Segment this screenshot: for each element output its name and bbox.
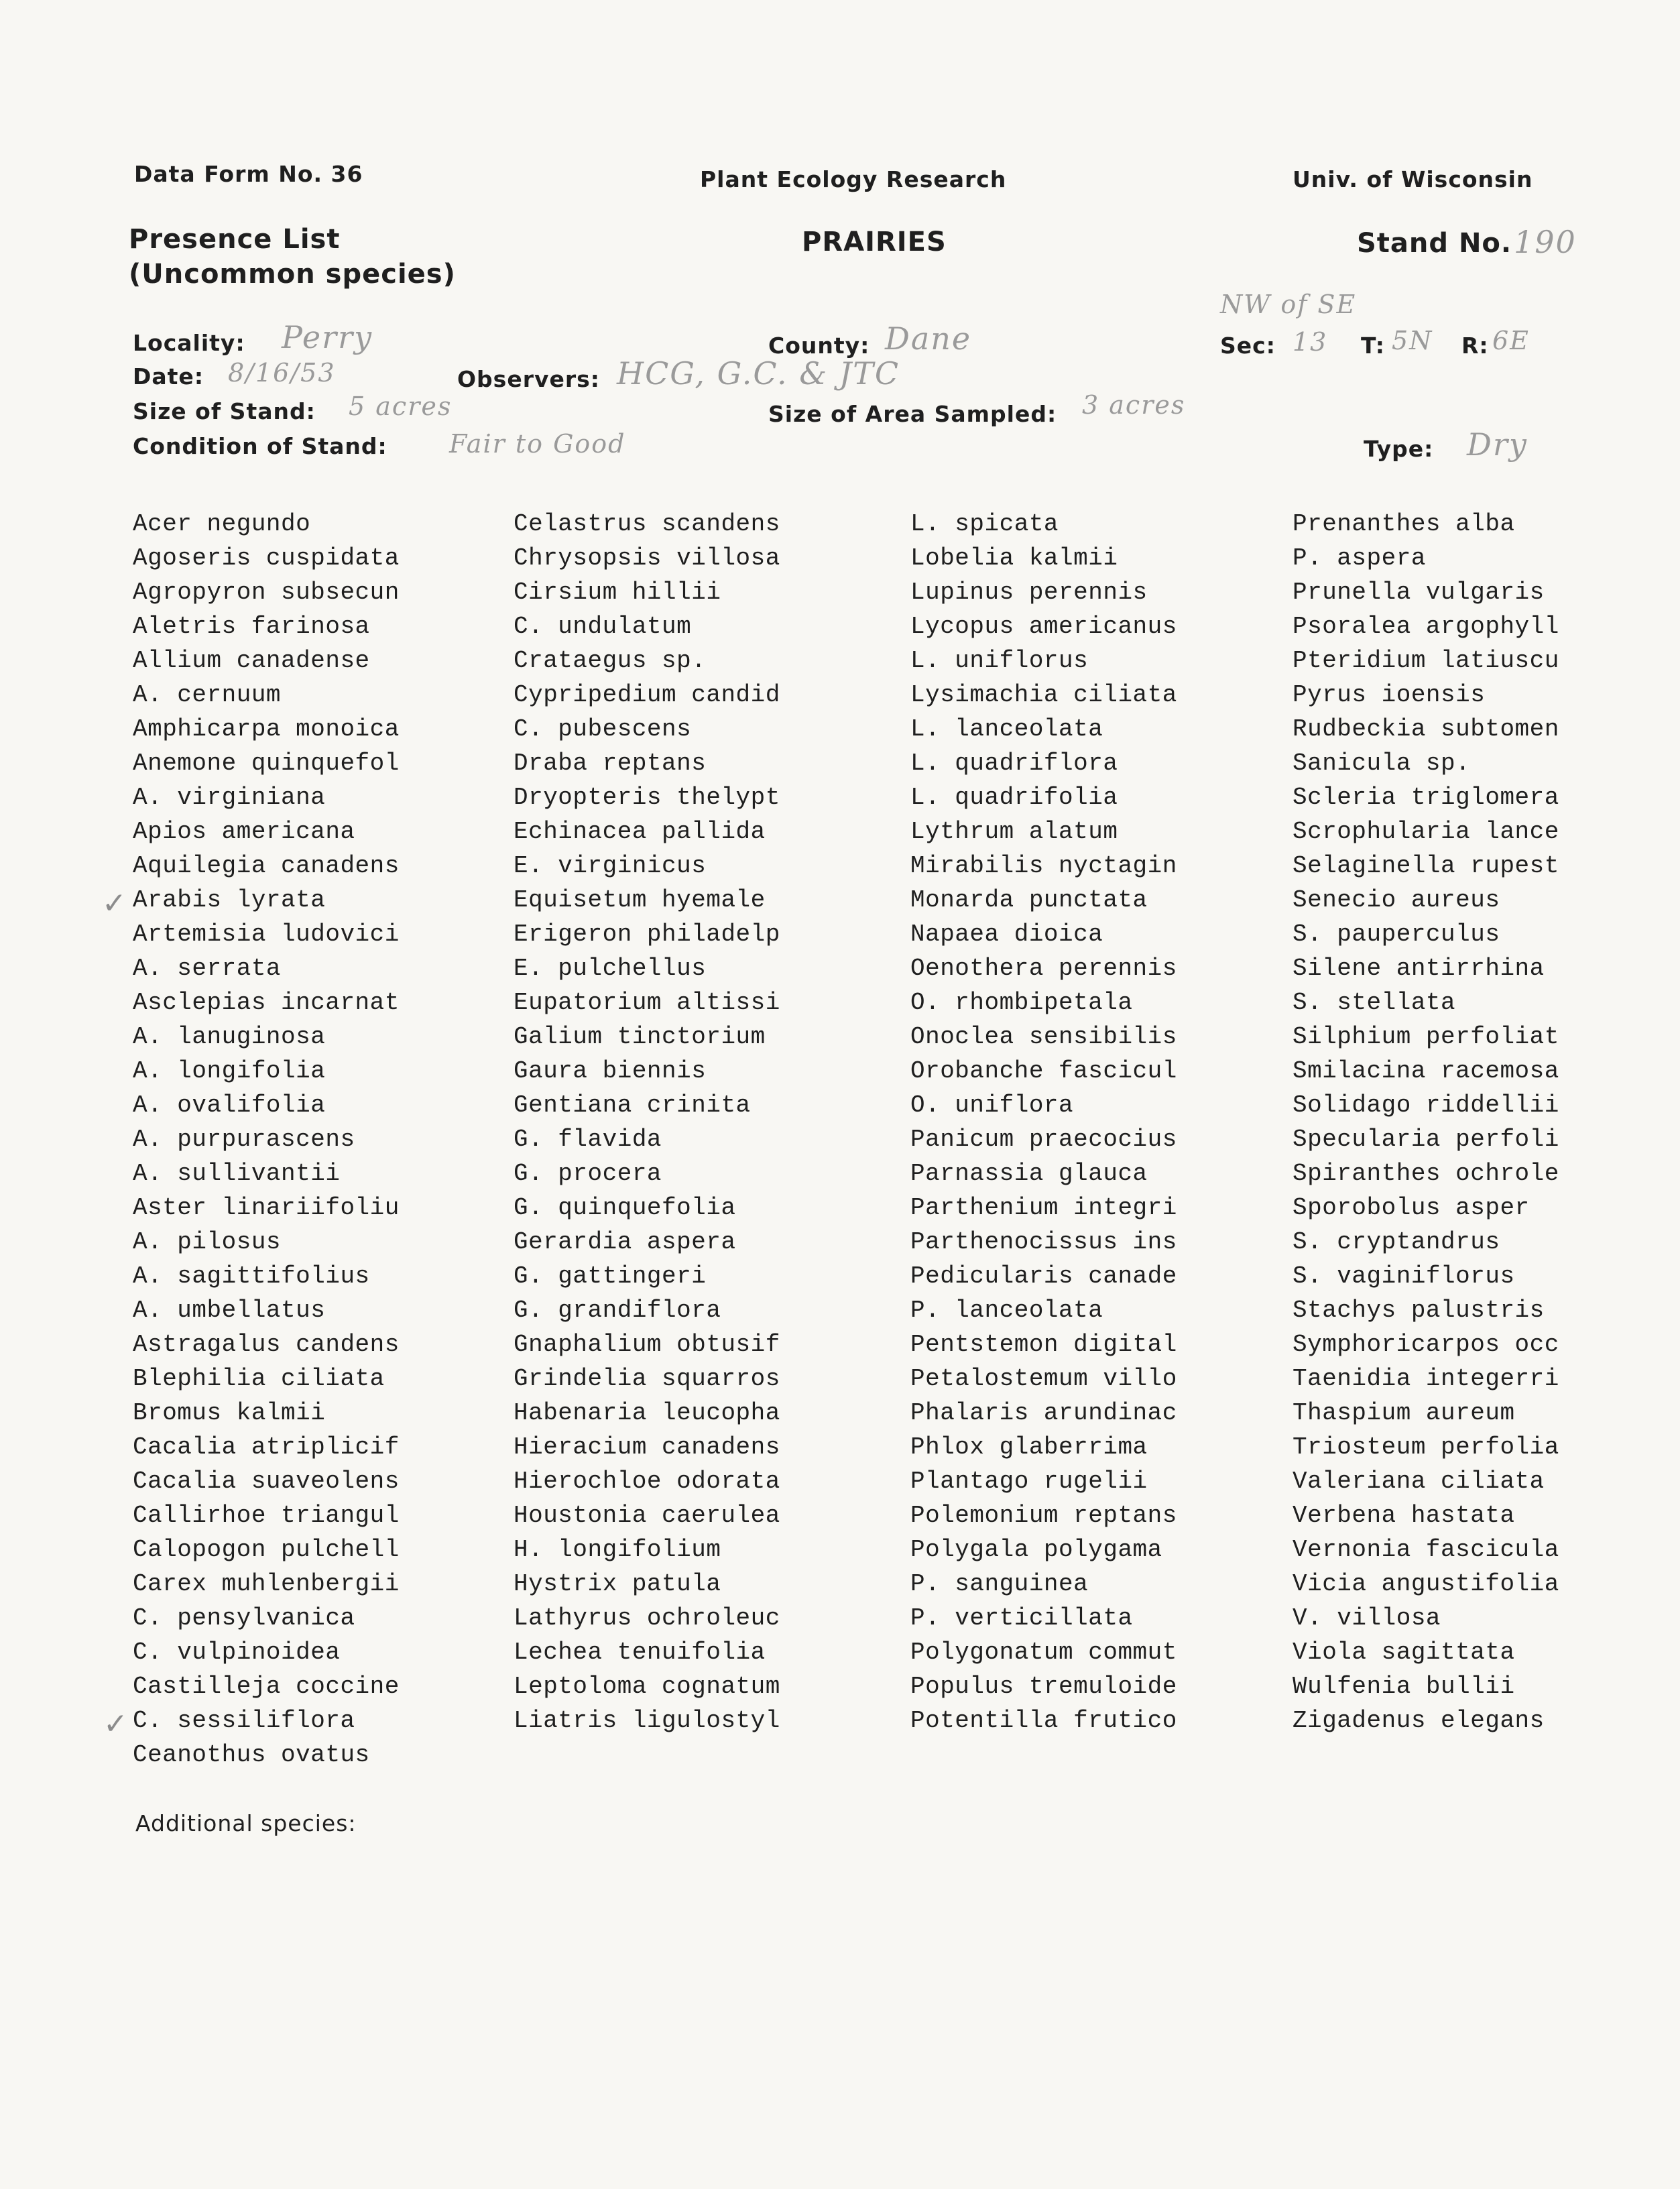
species-item: Oenothera perennis	[910, 955, 1177, 982]
species-item: Astragalus candens	[133, 1331, 400, 1358]
species-item: G. flavida	[514, 1126, 662, 1153]
species-item: A. cernuum	[133, 681, 282, 709]
size-stand-value: 5 acres	[349, 392, 453, 421]
species-item: Crataegus sp.	[514, 647, 707, 674]
size-stand-label: Size of Stand:	[133, 398, 316, 424]
species-item: Asclepias incarnat	[133, 989, 400, 1016]
species-item: Lycopus americanus	[910, 613, 1177, 640]
species-item: P. sanguinea	[910, 1570, 1089, 1598]
species-item: Triosteum perfolia	[1293, 1433, 1559, 1461]
species-item: Galium tinctorium	[514, 1023, 766, 1051]
species-item: Silphium perfoliat	[1293, 1023, 1559, 1051]
species-item: C. pensylvanica	[133, 1604, 355, 1632]
species-item: Acer negundo	[133, 510, 311, 538]
species-item: Panicum praecocius	[910, 1126, 1177, 1153]
species-item: Lobelia kalmii	[910, 544, 1118, 572]
species-item: Silene antirrhina	[1293, 955, 1545, 982]
species-item: Agropyron subsecun	[133, 579, 400, 606]
species-item: Arabis lyrata	[133, 886, 326, 914]
species-item: Populus tremuloide	[910, 1673, 1177, 1700]
species-item: S. pauperculus	[1293, 921, 1500, 948]
species-item: Solidago riddellii	[1293, 1091, 1559, 1119]
species-item: Pteridium latiuscu	[1293, 647, 1559, 674]
species-item: Celastrus scandens	[514, 510, 780, 538]
sec-note: NW of SE	[1220, 290, 1357, 319]
species-item: Carex muhlenbergii	[133, 1570, 400, 1598]
species-item: G. gattingeri	[514, 1262, 707, 1290]
species-item: L. uniflorus	[910, 647, 1089, 674]
species-column-1	[133, 507, 400, 1772]
county-label: County:	[768, 333, 870, 359]
species-item: Potentilla frutico	[910, 1707, 1177, 1734]
species-item: Lechea tenuifolia	[514, 1639, 766, 1666]
species-item: Petalostemum villo	[910, 1365, 1177, 1393]
species-item: L. lanceolata	[910, 715, 1103, 743]
species-item: Rudbeckia subtomen	[1293, 715, 1559, 743]
observers-value: HCG, G.C. & JTC	[617, 355, 900, 392]
species-item: E. pulchellus	[514, 955, 707, 982]
species-item: Taenidia integerri	[1293, 1365, 1559, 1393]
species-item: S. vaginiflorus	[1293, 1262, 1515, 1290]
condition-label: Condition of Stand:	[133, 433, 387, 459]
species-item: L. quadriflora	[910, 750, 1118, 777]
species-item: Callirhoe triangul	[133, 1502, 400, 1529]
species-item: Lupinus perennis	[910, 579, 1148, 606]
sec-label: Sec:	[1220, 333, 1276, 359]
species-item: Napaea dioica	[910, 921, 1103, 948]
species-item: A. sullivantii	[133, 1160, 341, 1187]
species-item: Lathyrus ochroleuc	[514, 1604, 780, 1632]
r-label: R:	[1461, 333, 1489, 359]
observers-label: Observers:	[457, 366, 600, 392]
size-area-label: Size of Area Sampled:	[768, 401, 1057, 427]
species-column-2	[514, 507, 780, 1738]
species-item: G. grandiflora	[514, 1297, 721, 1324]
locality-value: Perry	[282, 319, 373, 355]
species-item: Equisetum hyemale	[514, 886, 766, 914]
species-item: Polemonium reptans	[910, 1502, 1177, 1529]
species-item: Phlox glaberrima	[910, 1433, 1148, 1461]
species-item: A. umbellatus	[133, 1297, 326, 1324]
type-label: Type:	[1364, 436, 1434, 462]
species-item: Pyrus ioensis	[1293, 681, 1486, 709]
species-item: Allium canadense	[133, 647, 370, 674]
species-item: L. spicata	[910, 510, 1059, 538]
species-item: Grindelia squarros	[514, 1365, 780, 1393]
species-item: Blephilia ciliata	[133, 1365, 385, 1393]
species-item: Specularia perfoli	[1293, 1126, 1559, 1153]
additional-species-label: Additional species:	[135, 1810, 357, 1836]
species-item: S. cryptandrus	[1293, 1228, 1500, 1256]
species-item: C. vulpinoidea	[133, 1639, 341, 1666]
species-item: Vicia angustifolia	[1293, 1570, 1559, 1598]
species-item: Mirabilis nyctagin	[910, 852, 1177, 880]
species-item: Sporobolus asper	[1293, 1194, 1530, 1222]
species-item: Erigeron philadelp	[514, 921, 780, 948]
species-item: Aquilegia canadens	[133, 852, 400, 880]
locality-label: Locality:	[133, 330, 245, 356]
species-item: Hierochloe odorata	[514, 1468, 780, 1495]
species-item: Eupatorium altissi	[514, 989, 780, 1016]
species-item: Calopogon pulchell	[133, 1536, 400, 1563]
species-item: E. virginicus	[514, 852, 707, 880]
species-item: Gentiana crinita	[514, 1091, 751, 1119]
species-item: P. lanceolata	[910, 1297, 1103, 1324]
date-value: 8/16/53	[228, 358, 336, 388]
species-item: Stachys palustris	[1293, 1297, 1545, 1324]
organization: Plant Ecology Research	[700, 166, 1007, 192]
species-item: Parnassia glauca	[910, 1160, 1148, 1187]
species-item: L. quadrifolia	[910, 784, 1118, 811]
species-item: Chrysopsis villosa	[514, 544, 780, 572]
species-item: A. pilosus	[133, 1228, 282, 1256]
species-item: V. villosa	[1293, 1604, 1441, 1632]
species-item: A. ovalifolia	[133, 1091, 326, 1119]
species-item: G. procera	[514, 1160, 662, 1187]
species-item: Polygala polygama	[910, 1536, 1162, 1563]
category-title: PRAIRIES	[802, 227, 947, 257]
species-item: Echinacea pallida	[514, 818, 766, 845]
species-item: O. uniflora	[910, 1091, 1074, 1119]
species-item: Hieracium canadens	[514, 1433, 780, 1461]
species-item: Gerardia aspera	[514, 1228, 736, 1256]
species-item: A. lanuginosa	[133, 1023, 326, 1051]
species-item: P. verticillata	[910, 1604, 1133, 1632]
species-item: Symphoricarpos occ	[1293, 1331, 1559, 1358]
species-item: G. quinquefolia	[514, 1194, 736, 1222]
species-item: Amphicarpa monoica	[133, 715, 400, 743]
species-item: Gaura biennis	[514, 1057, 707, 1085]
species-item: Thaspium aureum	[1293, 1399, 1515, 1427]
species-item: Monarda punctata	[910, 886, 1148, 914]
condition-value: Fair to Good	[449, 429, 626, 459]
species-column-3	[910, 507, 1177, 1738]
species-column-4	[1293, 507, 1559, 1738]
species-item: Selaginella rupest	[1293, 852, 1559, 880]
species-item: Smilacina racemosa	[1293, 1057, 1559, 1085]
species-item: Habenaria leucopha	[514, 1399, 780, 1427]
form-title-line1: Presence List	[129, 224, 341, 255]
species-item: C. undulatum	[514, 613, 692, 640]
species-item: Houstonia caerulea	[514, 1502, 780, 1529]
species-item: Sanicula sp.	[1293, 750, 1471, 777]
species-item: Castilleja coccine	[133, 1673, 400, 1700]
species-item: Cacalia suaveolens	[133, 1468, 400, 1495]
species-item: S. stellata	[1293, 989, 1456, 1016]
species-item: Bromus kalmii	[133, 1399, 326, 1427]
species-item: Prenanthes alba	[1293, 510, 1515, 538]
species-item: Polygonatum commut	[910, 1639, 1177, 1666]
species-item: Parthenocissus ins	[910, 1228, 1177, 1256]
species-item: Artemisia ludovici	[133, 921, 400, 948]
species-item: Liatris ligulostyl	[514, 1707, 780, 1734]
species-item: Aletris farinosa	[133, 613, 370, 640]
form-title-line2: (Uncommon species)	[129, 259, 456, 290]
species-item: Pedicularis canade	[910, 1262, 1177, 1290]
species-item: Onoclea sensibilis	[910, 1023, 1177, 1051]
r-value: 6E	[1492, 326, 1530, 355]
species-item: A. purpurascens	[133, 1126, 355, 1153]
t-value: 5N	[1392, 326, 1433, 355]
species-item: Ceanothus ovatus	[133, 1741, 370, 1769]
species-item: Agoseris cuspidata	[133, 544, 400, 572]
species-item: Orobanche fascicul	[910, 1057, 1177, 1085]
species-item: Hystrix patula	[514, 1570, 721, 1598]
checkmark-icon: ✓	[102, 886, 127, 921]
species-item: Cacalia atriplicif	[133, 1433, 400, 1461]
date-label: Date:	[133, 363, 204, 390]
species-item: Gnaphalium obtusif	[514, 1331, 780, 1358]
institution: Univ. of Wisconsin	[1293, 166, 1533, 192]
species-item: Scrophularia lance	[1293, 818, 1559, 845]
species-item: A. longifolia	[133, 1057, 326, 1085]
species-item: C. pubescens	[514, 715, 692, 743]
t-label: T:	[1361, 333, 1385, 359]
species-item: Dryopteris thelypt	[514, 784, 780, 811]
species-item: Apios americana	[133, 818, 355, 845]
species-item: C. sessiliflora	[133, 1707, 355, 1734]
species-item: Pentstemon digital	[910, 1331, 1177, 1358]
species-item: Viola sagittata	[1293, 1639, 1515, 1666]
species-item: Zigadenus elegans	[1293, 1707, 1545, 1734]
species-item: Phalaris arundinac	[910, 1399, 1177, 1427]
species-item: Psoralea argophyll	[1293, 613, 1559, 640]
species-item: Senecio aureus	[1293, 886, 1500, 914]
species-item: Verbena hastata	[1293, 1502, 1515, 1529]
species-item: Draba reptans	[514, 750, 707, 777]
species-item: Wulfenia bullii	[1293, 1673, 1515, 1700]
species-item: Prunella vulgaris	[1293, 579, 1545, 606]
species-item: P. aspera	[1293, 544, 1426, 572]
species-item: A. sagittifolius	[133, 1262, 370, 1290]
species-item: Cirsium hillii	[514, 579, 721, 606]
species-item: Leptoloma cognatum	[514, 1673, 780, 1700]
size-area-value: 3 acres	[1082, 390, 1186, 420]
species-item: Spiranthes ochrole	[1293, 1160, 1559, 1187]
species-item: Parthenium integri	[910, 1194, 1177, 1222]
species-item: Vernonia fascicula	[1293, 1536, 1559, 1563]
species-item: Plantago rugelii	[910, 1468, 1148, 1495]
checkmark-icon: ✓	[103, 1707, 128, 1741]
stand-value: 190	[1514, 224, 1577, 260]
species-item: Lysimachia ciliata	[910, 681, 1177, 709]
species-item: Anemone quinquefol	[133, 750, 400, 777]
species-item: Lythrum alatum	[910, 818, 1118, 845]
species-item: H. longifolium	[514, 1536, 721, 1563]
form-number: Data Form No. 36	[134, 161, 363, 187]
stand-label: Stand No.	[1357, 228, 1512, 259]
species-item: Aster linariifoliu	[133, 1194, 400, 1222]
sec-value: 13	[1293, 327, 1328, 357]
species-item: A. virginiana	[133, 784, 326, 811]
species-item: Valeriana ciliata	[1293, 1468, 1545, 1495]
species-item: A. serrata	[133, 955, 282, 982]
species-item: Scleria triglomera	[1293, 784, 1559, 811]
species-item: O. rhombipetala	[910, 989, 1133, 1016]
county-value: Dane	[885, 320, 972, 357]
species-item: Cypripedium candid	[514, 681, 780, 709]
type-value: Dry	[1467, 426, 1528, 463]
